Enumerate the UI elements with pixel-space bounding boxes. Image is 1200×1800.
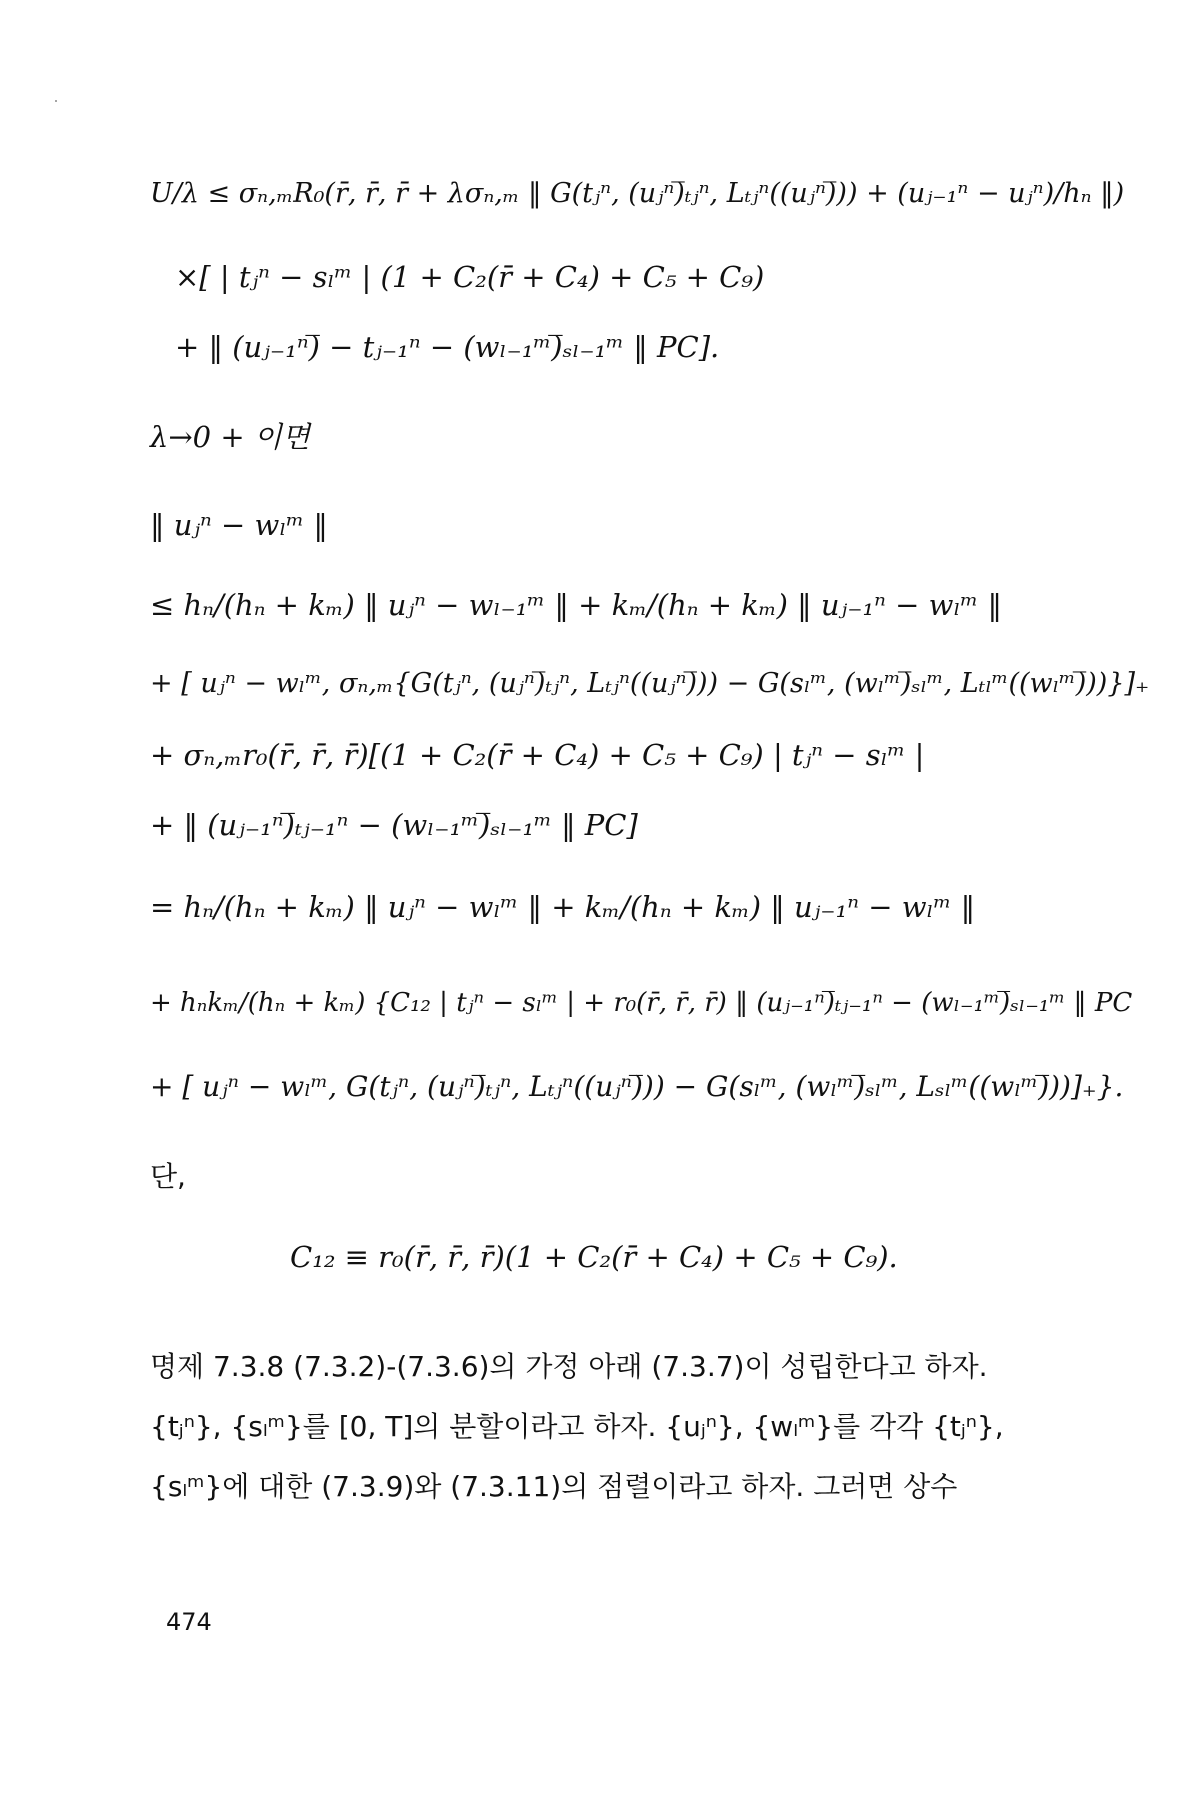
formula-line: = hₙ/(hₙ + kₘ) ‖ uⱼⁿ − wₗᵐ ‖ + kₘ/(hₙ + kₘ) ‖ uⱼ₋₁ⁿ − wₗᵐ ‖: [150, 890, 976, 924]
formula-line: + ‖ (uⱼ₋₁ⁿ)̅ₜⱼ₋₁ⁿ − (wₗ₋₁ᵐ)̅ₛₗ₋₁ᵐ ‖ PC]: [150, 808, 638, 842]
text-line: {tⱼⁿ}, {sₗᵐ}를 [0, T]의 분할이라고 하자. {uⱼⁿ}, {wₗᵐ}를 각각 {tⱼⁿ},: [150, 1410, 1004, 1443]
formula-line: C₁₂ ≡ r₀(r̄, r̄, r̄)(1 + C₂(r̄ + C₄) + C₅ + C₉).: [290, 1240, 898, 1274]
scan-speck: [55, 100, 57, 102]
formula-line: ≤ hₙ/(hₙ + kₘ) ‖ uⱼⁿ − wₗ₋₁ᵐ ‖ + kₘ/(hₙ + kₘ) ‖ uⱼ₋₁ⁿ − wₗᵐ ‖: [150, 588, 1003, 622]
formula-line: ‖ uⱼⁿ − wₗᵐ ‖: [150, 508, 328, 542]
text-line: 단,: [150, 1160, 186, 1193]
formula-line: ×[ | tⱼⁿ − sₗᵐ | (1 + C₂(r̄ + C₄) + C₅ + C₉): [175, 260, 765, 294]
page-number: 474: [166, 1608, 212, 1636]
formula-line: + hₙkₘ/(hₙ + kₘ) {C₁₂ | tⱼⁿ − sₗᵐ | + r₀(r̄, r̄, r̄) ‖ (uⱼ₋₁ⁿ)̅ₜⱼ₋₁ⁿ − (wₗ₋₁ᵐ)̅ₛₗ₋₁ᵐ ‖ PC: [150, 988, 1133, 1018]
text-line: 명제 7.3.8 (7.3.2)-(7.3.6)의 가정 아래 (7.3.7)이 성립한다고 하자.: [150, 1350, 988, 1383]
formula-line: + σₙ,ₘr₀(r̄, r̄, r̄)[(1 + C₂(r̄ + C₄) + C₅ + C₉) | tⱼⁿ − sₗᵐ |: [150, 738, 925, 772]
text-line: {sₗᵐ}에 대한 (7.3.9)와 (7.3.11)의 점렬이라고 하자. 그러면 상수: [150, 1470, 958, 1503]
formula-line: U/λ ≤ σₙ,ₘR₀(r̄, r̄, r̄ + λσₙ,ₘ ‖ G(tⱼⁿ, (uⱼⁿ)̅ₜⱼⁿ, Lₜⱼⁿ((uⱼⁿ)̅)) + (uⱼ₋₁ⁿ − uⱼⁿ)/hₙ ‖): [150, 178, 1125, 209]
formula-line: λ→0 + 이면: [150, 420, 310, 454]
formula-line: + ‖ (uⱼ₋₁ⁿ)̅ − tⱼ₋₁ⁿ − (wₗ₋₁ᵐ)̅ₛₗ₋₁ᵐ ‖ PC].: [175, 330, 720, 364]
formula-line: + [ uⱼⁿ − wₗᵐ, σₙ,ₘ{G(tⱼⁿ, (uⱼⁿ)̅ₜⱼⁿ, Lₜⱼⁿ((uⱼⁿ)̅)) − G(sₗᵐ, (wₗᵐ)̅ₛₗᵐ, Lₜₗᵐ((wₗᵐ)̅))}]₊: [150, 668, 1150, 699]
formula-line: + [ uⱼⁿ − wₗᵐ, G(tⱼⁿ, (uⱼⁿ)̅ₜⱼⁿ, Lₜⱼⁿ((uⱼⁿ)̅)) − G(sₗᵐ, (wₗᵐ)̅ₛₗᵐ, Lₛₗᵐ((wₗᵐ)̅))]₊}.: [150, 1070, 1124, 1103]
